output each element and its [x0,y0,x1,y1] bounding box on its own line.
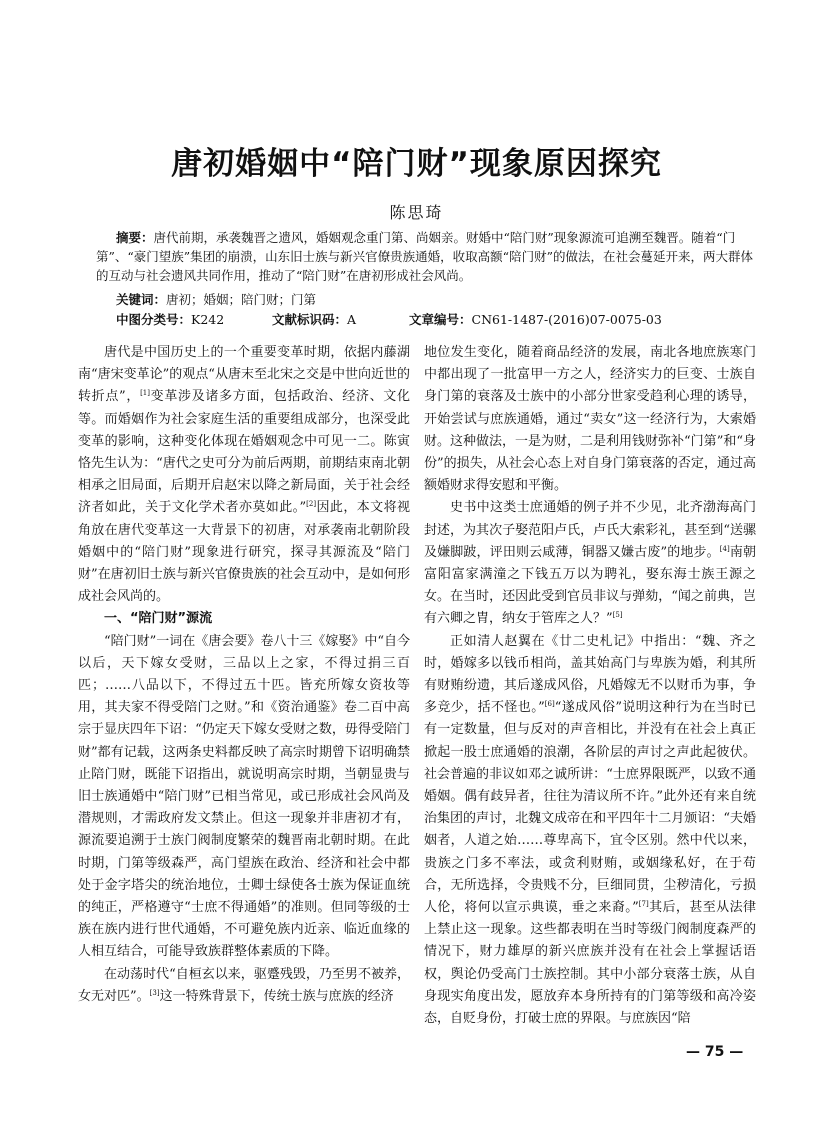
page-title: 唐初婚姻中“陪门财”现象原因探究 [171,146,662,182]
article-number-value: CN61-1487-(2016)07-0075-03 [471,312,662,327]
keywords-text: 唐初；婚姻；陪门财；门第 [166,292,317,307]
clc-value: K242 [191,312,225,327]
section-heading: 一、“陪门财”源流 [104,611,213,627]
citation-ref: [2] [306,500,317,509]
paragraph: 在动荡时代“自桓玄以来，驱蹙残毁，乃至男不被养，女无对匹”。[3]这一特殊背景下，传统士族与庶族的经济 [78,966,410,1004]
paragraph: “陪门财”一词在《唐会要》卷八十三《嫁娶》中“自今以后，天下嫁女受财，三品以上之家，不得过捐三百匹；……八品以下，不得过五十匹。皆充所嫁女资妆等用，其夫家不得受陪门之财。”和《资治通鉴》卷二百中高宗于显庆四年下诏：“仍定天下嫁女受财之数，毋得受陪门财”都有记载，这两条史料都反映了高宗时期曾下诏明确禁止陪门财，既能下诏指出，就说明高宗时期，当朝显贵与旧士族通婚中“陪门财”已相当常见，或已形成社会风尚及潜规则，才需政府发文禁止。但这一现象并非唐初才有，源流要追溯于士族门阀制度繁荣的魏晋南北朝时期。在此时期，门第等级森严，高门望族在政治、经济和社会中都处于金字塔尖的统治地位，士卿士绿使各士族为保证血统的纯正，严格遵守“士庶不得通婚”的准则。但同等级的士族在族内进行世代通婚，不可避免族内近亲、临近血缘的人相互结合，可能导致族群整体素质的下降。 [78,633,410,960]
abstract [96,228,756,285]
paragraph: 唐代是中国历史上的一个重要变革时期，依据内藤湖南“唐宋变革论”的观点“从唐末至北宋之交是中世向近世的转折点”，[1]变革涉及诸多方面，包括政治、经济、文化等。而婚姻作为社会家庭生活的重要组成部分，也深受此变革的影响，这种变化体现在婚姻观念中可见一二。陈寅恪先生认为：“唐代之史可分为前后两期，前期结束南北朝相承之旧局面，后期开启赵宋以降之新局面，关于社会经济者如此，关于文化学术者亦莫如此。”[2]因此，本文将视角放在唐代变革这一大背景下的初唐，对承袭南北朝阶段婚姻中的“陪门财”现象进行研究，探寻其源流及“陪门财”在唐初旧士族与新兴官僚贵族的社会互动中，是如何形成社会风尚的。 [78,345,410,605]
article-number-label: 文章编号： [409,312,472,327]
citation-ref: [1] [140,389,150,398]
abstract-text: 唐代前期，承袭魏晋之遗风，婚姻观念重门第、尚姻亲。财婚中“陪门财”现象源流可追溯至魏晋。随着“门第”、“豪门望族”集团的崩溃，山东旧士族与新兴官僚贵族通婚，收取高额“陪门财”的做法，在社会蔓延开来，两大群体的互动与社会遗风共同作用，推动了“陪门财”在唐初形成社会风尚。 [96,230,753,283]
citation-ref: [5] [612,611,623,620]
citation-ref: [6] [544,700,555,709]
doc-code-value: A [347,312,357,327]
keywords [116,290,776,309]
paragraph: 正如清人赵翼在《廿二史札记》中指出：“魏、齐之时，婚嫁多以钱币相尚，盖其始高门与卑族为婚，利其所有财贿纷遗，其后遂成风俗，凡婚嫁无不以财币为事，争多竞少，括不怪也。”[6]“遂成风俗”说明这种行为在当时已有一定数量，但与反对的声音相比，并没有在社会上真正掀起一股士庶通婚的浪潮，各阶层的声讨之声此起彼伏。社会普遍的非议如邓之诚所讲：“士庶界限既严，以致不通婚姻。偶有歧异者，往往为清议所不许。”此外还有来自统治集团的声讨，北魏文成帝在和平四年十二月颁诏：“夫婚姻者，人道之始……尊卑高下，宜令区别。然中代以来，贵族之门多不率法，或贪利财贿，或姻缘私好，在于苟合，无所选择，令贵贱不分，巨细同贯，尘秽清化，亏损人伦，将何以宣示典谟，垂之来裔。”[7]其后，甚至从法律上禁止这一现象。这些都表明在当时等级门阀制度森严的情况下，财力雄厚的新兴庶族并没有在社会上掌握话语权，舆论仍受高门士族控制。其中小部分衰落士族，从自身现实角度出发，愿放弃本身所持有的门第等级和高冷姿态，自贬身份，打破士庶的界限。与庶族因“陪 [424,633,756,1027]
left-column [78,342,410,1008]
keywords-label: 关键词： [116,292,167,307]
paragraph: 地位发生变化，随着商品经济的发展，南北各地庶族寒门中都出现了一批富甲一方之人，经济实力的巨变、士族自身门第的衰落及士族中的小部分世家受趋利心理的诱导，开始尝试与庶族通婚，通过“卖女”这一经济行为，大索婚财。这种做法，一是为财，二是利用钱财弥补“门第”和“身份”的损失，从社会心态上对自身门第衰落的否定，通过高额婚财求得安慰和平衡。 [424,345,756,494]
citation-ref: [4] [719,544,730,553]
citation-ref: [7] [638,900,649,909]
right-column [424,342,756,1030]
clc-label: 中图分类号： [116,312,192,327]
paragraph: 史书中这类士庶通婚的例子并不少见，北齐渤海高门封述，为其次子娶范阳卢氏，卢氏大索彩礼，甚至到“送骡及嫌脚跛，评田则云咸薄，铜器又嫌古废”的地步。[4]南朝富阳富家满潼之下钱五万以为聘礼，娶东海士族王源之女。在当时，还因此受到官员非议与弹劾，“闻之前典，岂有六卿之胄，纳女于管库之人？”[5] [424,500,756,627]
author-name: 陈思琦 [389,203,444,222]
abstract-label: 摘要： [116,230,154,245]
citation-ref: [3] [149,988,160,997]
page-number: — 75 — [686,1044,744,1060]
classification-line [116,310,756,329]
doc-code-label: 文献标识码： [272,312,348,327]
